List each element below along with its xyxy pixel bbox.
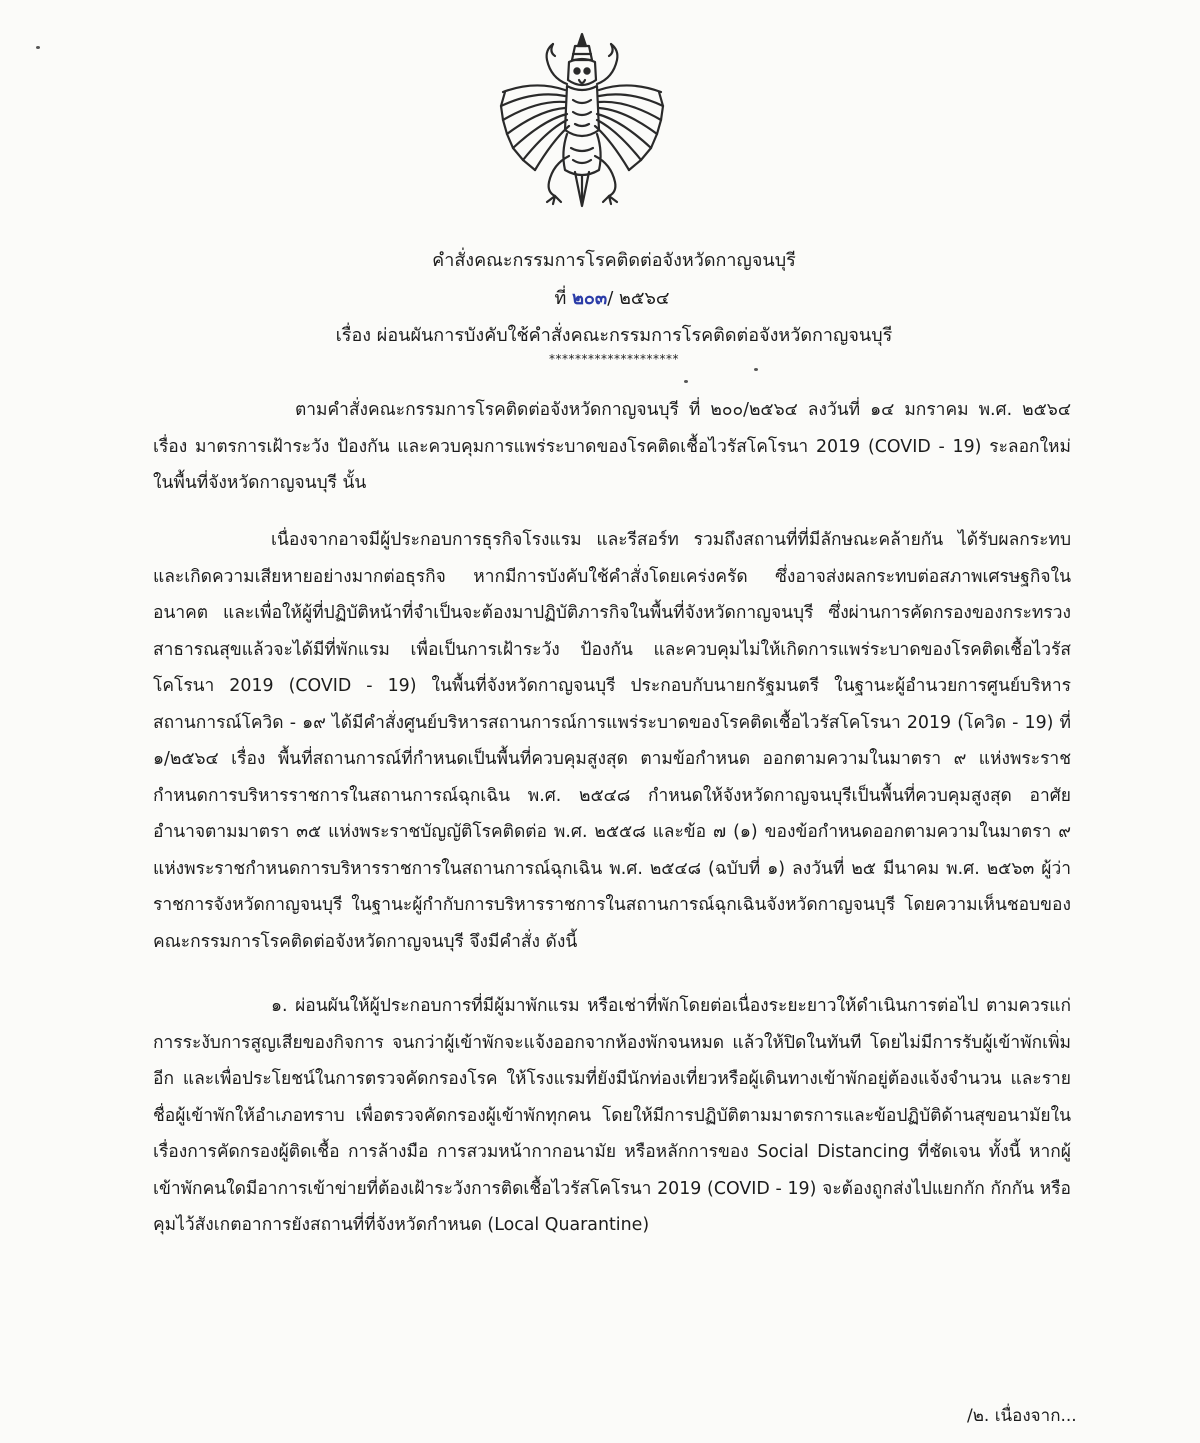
continuation-marker: /๒. เนื่องจาก... — [967, 1406, 1077, 1426]
paragraph-clause-1: ๑. ผ่อนผันให้ผู้ประกอบการที่มีผู้มาพักแรม หรือเช่าที่พักโดยต่อเนื่องระยะยาวให้ดำเนินการต่อไป ตามควรแก่การระงับการสูญเสียของกิจการ จนกว่าผู้เข้าพักจะแจ้งออกจากห้องพักจนหมด แล้วให้ปิดในทันที โดยไม่มีการรับผู้เข้าพักเพิ่มอีก และเพื่อประโยชน์ในการตรวจคัดกรองโรค ให้โรงแรมที่ยังมีนักท่องเที่ยวหรือผู้เดินทางเข้าพักอยู่ต้องแจ้งจำนวน และรายชื่อผู้เข้าพักให้อำเภอทราบ เพื่อตรวจคัดกรองผู้เข้าพักทุกคน โดยให้มีการปฏิบัติตามมาตรการและข้อปฏิบัติด้านสุขอนามัยในเรื่องการคัดกรองผู้ติดเชื้อ การล้างมือ การสวมหน้ากากอนามัย หรือหลักการของ Social Distancing ที่ชัดเจน ทั้งนี้ หากผู้เข้าพักคนใดมีอาการเข้าข่ายที่ต้องเฝ้าระวังการติดเชื้อไวรัสโคโรนา 2019 (COVID - 19) จะต้องถูกส่งไปแยกกัก กักกัน หรือคุมไว้สังเกตอาการยังสถานที่ที่จังหวัดกำหนด (Local Quarantine) — [153, 996, 1071, 1235]
scan-speck — [754, 368, 758, 371]
document-subject: เรื่อง ผ่อนผันการบังคับใช้คำสั่งคณะกรรมการโรคติดต่อจังหวัดกาญจนบุรี — [335, 325, 893, 346]
order-number — [12, 283, 1200, 312]
paragraph-reference: ตามคำสั่งคณะกรรมการโรคติดต่อจังหวัดกาญจนบุรี ที่ ๒๐๐/๒๕๖๔ ลงวันที่ ๑๔ มกราคม พ.ศ. ๒๕๖๔ เรื่อง มาตรการเฝ้าระวัง ป้องกัน และควบคุมการแพร่ระบาดของโรคติดเชื้อไวรัสโคโรนา 2019 (COVID - 19) ระลอกใหม่ ในพื้นที่จังหวัดกาญจนบุรี นั้น — [153, 400, 1071, 493]
document-title: คำสั่งคณะกรรมการโรคติดต่อจังหวัดกาญจนบุรี — [432, 250, 796, 271]
order-year: / ๒๕๖๔ — [607, 288, 670, 309]
order-number-value: ๒๐๓ — [572, 288, 608, 309]
scan-speck — [36, 46, 40, 49]
paragraph-reasoning: เนื่องจากอาจมีผู้ประกอบการธุรกิจโรงแรม และรีสอร์ท รวมถึงสถานที่ที่มีลักษณะคล้ายกัน ได้รับผลกระทบ และเกิดความเสียหายอย่างมากต่อธุรกิจ หากมีการบังคับใช้คำสั่งโดยเคร่งครัด ซึ่งอาจส่งผลกระทบต่อสภาพเศรษฐกิจในอนาคต และเพื่อให้ผู้ที่ปฏิบัติหน้าที่จำเป็นจะต้องมาปฏิบัติภารกิจในพื้นที่จังหวัดกาญจนบุรี ซึ่งผ่านการคัดกรองของกระทรวงสาธารณสุขแล้วจะได้มีที่พักแรม เพื่อเป็นการเฝ้าระวัง ป้องกัน และควบคุมไม่ให้เกิดการแพร่ระบาดของโรคติดเชื้อไวรัสโคโรนา 2019 (COVID - 19) ในพื้นที่จังหวัดกาญจนบุรี ประกอบกับนายกรัฐมนตรี ในฐานะผู้อำนวยการศูนย์บริหารสถานการณ์โควิด - ๑๙ ได้มีคำสั่งศูนย์บริหารสถานการณ์การแพร่ระบาดของโรคติดเชื้อไวรัสโคโรนา 2019 (โควิด - 19) ที่ ๑/๒๕๖๔ เรื่อง พื้นที่สถานการณ์ที่กำหนดเป็นพื้นที่ควบคุมสูงสุด ตามข้อกำหนด ออกตามความในมาตรา ๙ แห่งพระราชกำหนดการบริหารราชการในสถานการณ์ฉุกเฉิน พ.ศ. ๒๕๔๘ กำหนดให้จังหวัดกาญจนบุรีเป็นพื้นที่ควบคุมสูงสุด อาศัยอำนาจตามมาตรา ๓๕ แห่งพระราชบัญญัติโรคติดต่อ พ.ศ. ๒๕๕๘ และข้อ ๗ (๑) ของข้อกำหนดออกตามความในมาตรา ๙ แห่งพระราชกำหนดการบริหารราชการในสถานการณ์ฉุกเฉิน พ.ศ. ๒๕๔๘ (ฉบับที่ ๑) ลงวันที่ ๒๕ มีนาคม พ.ศ. ๒๕๖๓ ผู้ว่าราชการจังหวัดกาญจนบุรี ในฐานะผู้กำกับการบริหารราชการในสถานการณ์ฉุกเฉินจังหวัดกาญจนบุรี โดยความเห็นชอบของคณะกรรมการโรคติดต่อจังหวัดกาญจนบุรี จึงมีคำสั่ง ดังนี้ — [153, 530, 1071, 952]
scan-speck — [684, 380, 688, 383]
garuda-emblem-icon — [495, 30, 670, 210]
order-prefix: ที่ — [554, 288, 567, 309]
separator-line: ******************** — [549, 352, 679, 366]
